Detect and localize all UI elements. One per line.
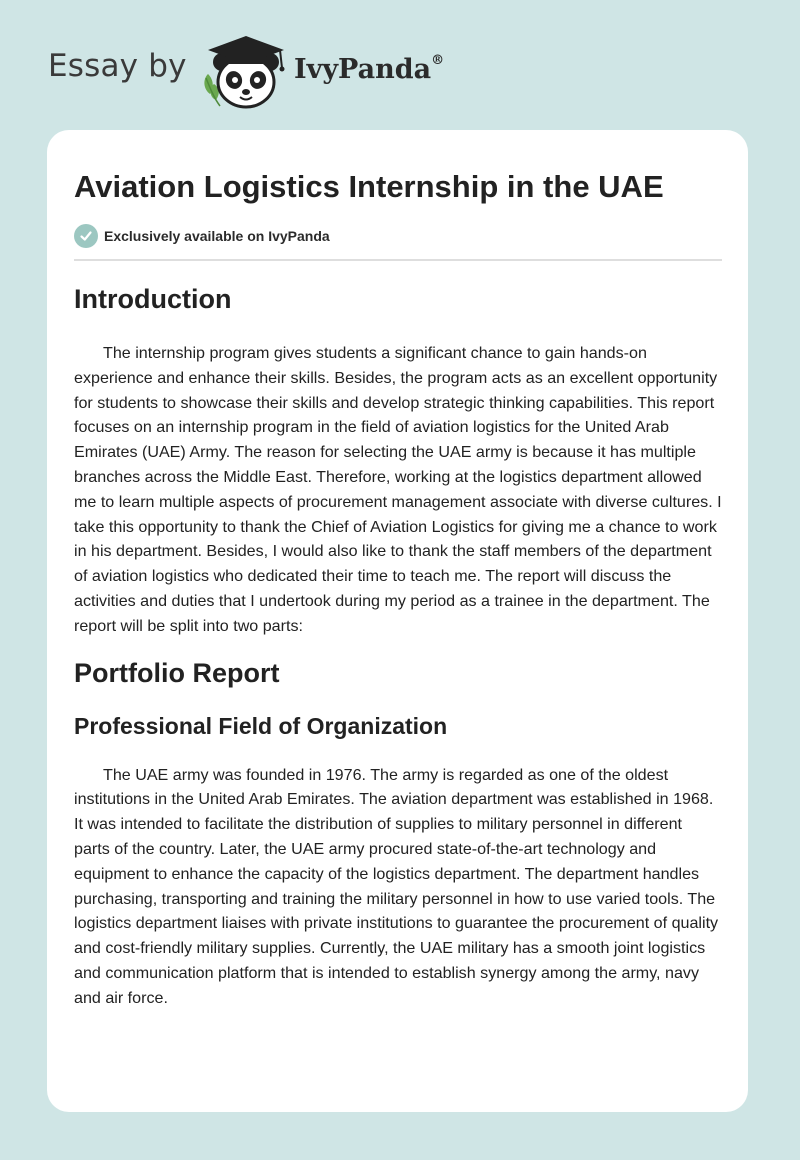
essay-by-label: Essay by — [48, 48, 187, 84]
section-heading-introduction: Introduction — [74, 284, 232, 314]
ivypanda-brand[interactable] — [294, 54, 444, 85]
brand-name: IvyPanda — [294, 54, 432, 85]
page-title: Aviation Logistics Internship in the UAE — [74, 169, 664, 204]
divider — [74, 259, 722, 261]
badge-label: Exclusively available on IvyPanda — [104, 228, 330, 244]
site-header — [48, 34, 648, 114]
paragraph-professional-field: The UAE army was founded in 1976. The army is regarded as one of the oldest institutions in the United Arab Emirates. The aviation department was established in 1968. It was intended to facilitate the distribution of supplies to military personnel in different parts of the country. Later, the UAE army procured state-of-the-art technology and equipment to enhance the capacity of the logistics department. The department handles purchasing, transporting and training the military personnel in how to use varied tools. The logistics department liaises with private institutions to guarantee the procurement of quality and cost-friendly military supplies. Currently, the UAE military has a smooth joint logistics and communication platform that is intended to establish synergy among the army, navy and air force. — [74, 765, 719, 1007]
subheading-professional-field: Professional Field of Organization — [74, 712, 448, 739]
section-heading-portfolio-report: Portfolio Report — [74, 657, 280, 688]
essay-card — [47, 130, 748, 1112]
panda-logo-icon[interactable] — [200, 34, 292, 110]
availability-badge — [74, 223, 722, 249]
check-icon — [74, 224, 98, 248]
paragraph-introduction: The internship program gives students a significant chance to gain hands-on experience and enhance their skills. Besides, the program acts as an excellent opportunity for students to showcase their skills and develop strategic thinking capabilities. This report focuses on an internship program in the field of aviation logistics for the United Arab Emirates (UAE) Army. The reason for selecting the UAE army is because it has multiple branches across the Middle East. Therefore, working at the logistics department allowed me to learn multiple aspects of procurement management associate with diverse cultures. I take this opportunity to thank the Chief of Aviation Logistics for giving me a chance to work in his department. Besides, I would also like to thank the staff members of the department of aviation logistics who dedicated their time to teach me. The report will discuss the activities and duties that I undertook during my period as a trainee in the department. The report will be split into two parts: — [74, 344, 722, 635]
registered-mark: ® — [431, 53, 445, 68]
